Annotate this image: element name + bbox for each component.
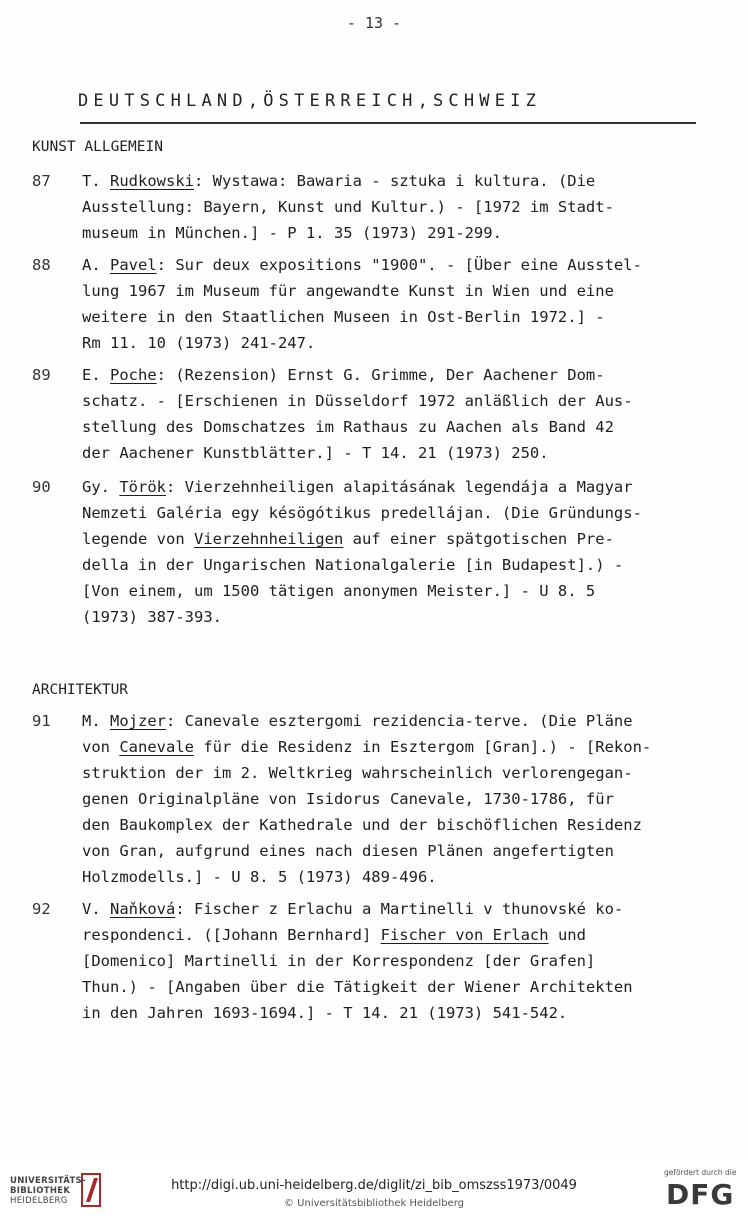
entry-line xyxy=(82,764,633,782)
underlined-name: Fischer von Erlach xyxy=(380,926,549,944)
entry-text: museum in München.] - P 1. 35 (1973) 291-299. xyxy=(82,224,502,242)
entry-number: 88 xyxy=(32,256,51,274)
page-number: - 13 - xyxy=(346,14,402,32)
footer xyxy=(0,1160,748,1218)
entry-text: Thun.) - [Angaben über die Tätigkeit der Wiener Architekten xyxy=(82,978,633,996)
entry-text: in den Jahren 1693-1694.] - T 14. 21 (1973) 541-542. xyxy=(82,1004,568,1022)
entry-line xyxy=(82,816,642,834)
entry-line xyxy=(82,530,614,548)
entry-line xyxy=(82,282,614,300)
entry-text: [Domenico] Martinelli in der Korrespondenz [der Grafen] xyxy=(82,952,596,970)
entry-text: genen Originalpläne von Isidorus Canevale, 1730-1786, für xyxy=(82,790,614,808)
entry-line xyxy=(82,1004,567,1022)
underlined-name: Török xyxy=(119,478,166,496)
entry-line xyxy=(82,198,614,216)
entry-line xyxy=(82,738,651,756)
library-name-line: UNIVERSITÄTS- xyxy=(10,1176,86,1186)
entry-line xyxy=(82,334,315,352)
entry-text: V. xyxy=(82,900,110,918)
entry-text: struktion der im 2. Weltkrieg wahrscheinlich verlorengegan- xyxy=(82,764,633,782)
entry-line xyxy=(82,504,642,522)
entry-text: von xyxy=(82,738,120,756)
entry-line xyxy=(82,868,437,886)
entry-text: für die Residenz in Esztergom [Gran].) - [Rekon- xyxy=(193,738,652,756)
entry-line xyxy=(82,926,586,944)
entry-text: : Sur deux expositions "1900". - [Über eine Ausstel- xyxy=(156,256,642,274)
entry-number: 92 xyxy=(32,900,51,918)
entry-line xyxy=(82,418,614,436)
entry-text: : Vierzehnheiligen alapitásának legendája a Magyar xyxy=(166,478,633,496)
entry-number: 90 xyxy=(32,478,51,496)
entry-text: Holzmodells.] - U 8. 5 (1973) 489-496. xyxy=(82,868,437,886)
section-title: ARCHITEKTUR xyxy=(32,682,129,698)
entry-text: der Aachener Kunstblätter.] - T 14. 21 (1973) 250. xyxy=(82,444,549,462)
entry-text: Gy. xyxy=(82,478,120,496)
entry-line xyxy=(82,392,633,410)
entry-line xyxy=(82,172,595,190)
entry-text: : Canevale esztergomi rezidencia-terve. (Die Pläne xyxy=(166,712,633,730)
funder-note: gefördert durch die xyxy=(664,1168,737,1177)
entry-text: Nemzeti Galéria egy késögótikus predellájan. (Die Gründungs- xyxy=(82,504,642,522)
library-name-line: BIBLIOTHEK xyxy=(10,1186,71,1196)
entry-text: stellung des Domschatzes im Rathaus zu Aachen als Band 42 xyxy=(82,418,614,436)
underlined-name: Vierzehnheiligen xyxy=(193,530,344,548)
entry-line xyxy=(82,900,623,918)
heading-rule xyxy=(80,122,696,124)
entry-line xyxy=(82,224,502,242)
dfg-logo: DFG xyxy=(666,1178,735,1211)
page-heading: DEUTSCHLAND,ÖSTERREICH,SCHWEIZ xyxy=(78,91,542,111)
underlined-name: Poche xyxy=(110,366,157,384)
entry-text: E. xyxy=(82,366,110,384)
underlined-name: Naňková xyxy=(110,900,176,918)
entry-text: den Baukomplex der Kathedrale und der bischöflichen Residenz xyxy=(82,816,642,834)
entry-line xyxy=(82,308,605,326)
entry-text: und xyxy=(548,926,586,944)
entry-line xyxy=(82,608,222,626)
entry-line xyxy=(82,978,633,996)
entry-line xyxy=(82,712,633,730)
entry-line xyxy=(82,444,549,462)
entry-text: M. xyxy=(82,712,110,730)
underlined-name: Pavel xyxy=(110,256,157,274)
entry-line xyxy=(82,582,595,600)
entry-text: Ausstellung: Bayern, Kunst und Kultur.) - [1972 im Stadt- xyxy=(82,198,614,216)
entry-text: weitere in den Staatlichen Museen in Ost-Berlin 1972.] - xyxy=(82,308,605,326)
entry-text: legende von xyxy=(82,530,194,548)
copyright-text: © Universitätsbibliothek Heidelberg xyxy=(283,1198,464,1209)
library-name-line: HEIDELBERG xyxy=(10,1196,68,1206)
entry-text: : Wystawa: Bawaria - sztuka i kultura. (Die xyxy=(194,172,596,190)
entry-number: 87 xyxy=(32,172,51,190)
underlined-name: Mojzer xyxy=(110,712,166,730)
entry-text: lung 1967 im Museum für angewandte Kunst in Wien und eine xyxy=(82,282,614,300)
entry-text: della in der Ungarischen Nationalgalerie [in Budapest].) - xyxy=(82,556,624,574)
source-url-link[interactable]: http://digi.ub.uni-heidelberg.de/diglit/zi_bib_omszss1973/0049 xyxy=(171,1178,577,1193)
entry-line xyxy=(82,478,633,496)
entry-line xyxy=(82,366,605,384)
entry-number: 91 xyxy=(32,712,51,730)
entry-text: (1973) 387-393. xyxy=(82,608,222,626)
entry-text: [Von einem, um 1500 tätigen anonymen Meister.] - U 8. 5 xyxy=(82,582,596,600)
entry-number: 89 xyxy=(32,366,51,384)
entry-text: A. xyxy=(82,256,110,274)
entry-text: Rm 11. 10 (1973) 241-247. xyxy=(82,334,316,352)
entry-line xyxy=(82,790,614,808)
section-title: KUNST ALLGEMEIN xyxy=(32,139,163,155)
entry-text: T. xyxy=(82,172,110,190)
underlined-name: Canevale xyxy=(119,738,194,756)
entry-text: auf einer spätgotischen Pre- xyxy=(343,530,614,548)
entry-text: respondenci. ([Johann Bernhard] xyxy=(82,926,381,944)
entry-line xyxy=(82,842,614,860)
entry-text: von Gran, aufgrund eines nach diesen Plänen angefertigten xyxy=(82,842,614,860)
entry-text: : (Rezension) Ernst G. Grimme, Der Aachener Dom- xyxy=(156,366,605,384)
entry-line xyxy=(82,556,623,574)
entry-line xyxy=(82,256,642,274)
entry-text: : Fischer z Erlachu a Martinelli v thunovské ko- xyxy=(175,900,624,918)
entry-line xyxy=(82,952,595,970)
entry-text: schatz. - [Erschienen in Düsseldorf 1972 anläßlich der Aus- xyxy=(82,392,633,410)
underlined-name: Rudkowski xyxy=(110,172,194,190)
